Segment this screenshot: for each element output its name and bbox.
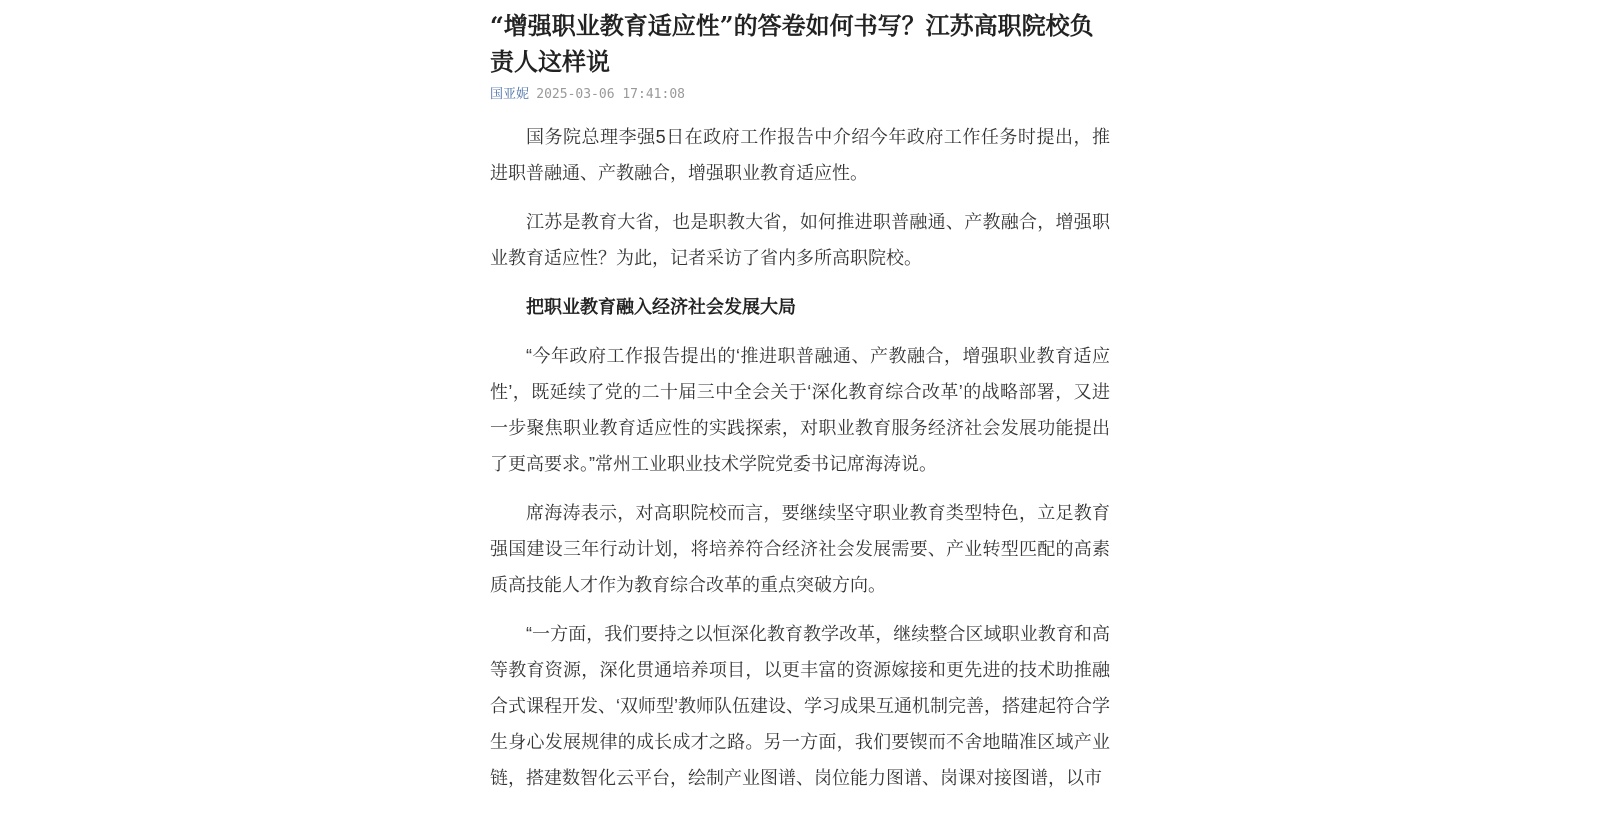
article <box>490 8 1110 809</box>
paragraph: 江苏是教育大省，也是职教大省，如何推进职普融通、产教融合，增强职业教育适应性？为此，记者采访了省内多所高职院校。 <box>490 212 1110 268</box>
article-body <box>490 119 1110 796</box>
section-heading: 把职业教育融入经济社会发展大局 <box>526 297 796 317</box>
paragraph: “一方面，我们要持之以恒深化教育教学改革，继续整合区域职业教育和高等教育资源，深化贯通培养项目，以更丰富的资源嫁接和更先进的技术助推融合式课程开发、‘双师型’教师队伍建设、学习成果互通机制完善，搭建起符合学生身心发展规律的成长成才之路。另一方面，我们要锲而不舍地瞄准区域产业链，搭建数智化云平台，绘制产业图谱、岗位能力图谱、岗课对接图谱，以市 <box>490 624 1110 788</box>
author-link[interactable]: 国亚妮 <box>490 86 530 101</box>
publish-datetime: 2025-03-06 17:41:08 <box>536 87 685 102</box>
paragraph: “今年政府工作报告提出的‘推进职普融通、产教融合，增强职业教育适应性’，既延续了党的二十届三中全会关于‘深化教育综合改革’的战略部署，又进一步聚焦职业教育适应性的实践探索，对职业教育服务经济社会发展功能提出了更高要求。”常州工业职业技术学院党委书记席海涛说。 <box>490 346 1110 474</box>
article-title: “增强职业教育适应性”的答卷如何书写？江苏高职院校负责人这样说 <box>490 11 1094 76</box>
paragraph: 国务院总理李强5日在政府工作报告中介绍今年政府工作任务时提出，推进职普融通、产教融合，增强职业教育适应性。 <box>490 127 1110 183</box>
paragraph: 席海涛表示，对高职院校而言，要继续坚守职业教育类型特色，立足教育强国建设三年行动计划，将培养符合经济社会发展需要、产业转型匹配的高素质高技能人才作为教育综合改革的重点突破方向。 <box>490 503 1110 595</box>
article-meta <box>490 84 1110 104</box>
